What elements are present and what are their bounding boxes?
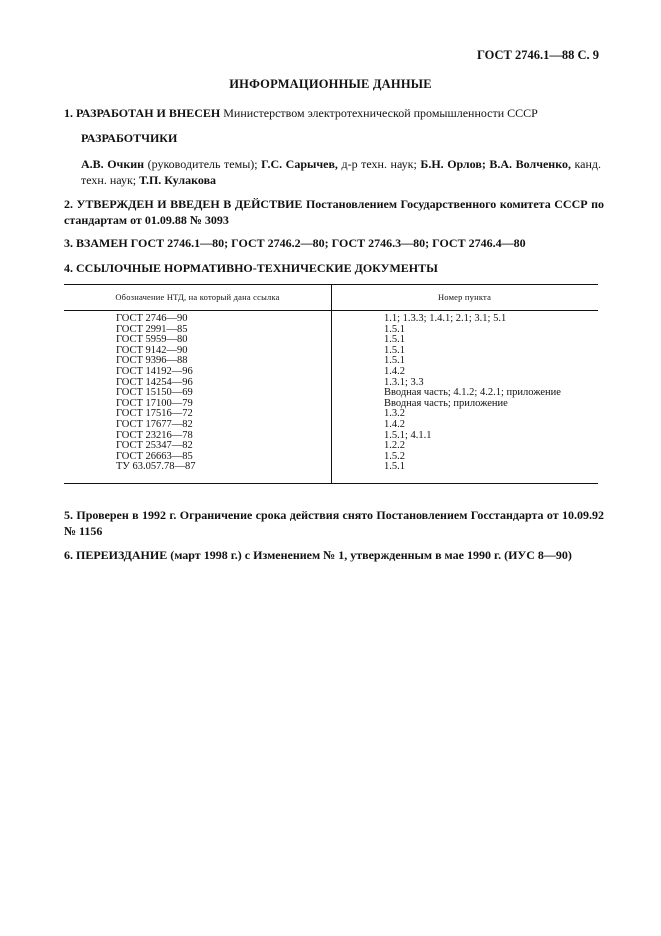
table-cell-document: ГОСТ 26663—85 xyxy=(116,450,193,462)
section-3-number: 3. xyxy=(64,236,73,250)
table-cell-clause: 1.2.2 xyxy=(384,440,405,452)
table-cell-clause: 1.5.1 xyxy=(384,355,405,367)
section-2-text: Постановлением Государственного комитета СССР по стандартам от 01.09.88 № 3093 xyxy=(64,197,605,227)
table-cell-clause: Вводная часть; приложение xyxy=(384,397,508,409)
author-name: Г.С. Сарычев, xyxy=(261,157,338,171)
author-role: д-р техн. наук; xyxy=(337,157,421,171)
table-cell-document: ГОСТ 25347—82 xyxy=(116,440,193,452)
table-cell-document: ГОСТ 14254—96 xyxy=(116,376,193,388)
page-header: ГОСТ 2746.1—88 С. 9 xyxy=(476,48,599,62)
page-title: ИНФОРМАЦИОННЫЕ ДАННЫЕ xyxy=(229,77,432,91)
section-2-number: 2. xyxy=(64,197,73,211)
author-role: (руководитель темы); xyxy=(144,157,262,171)
table-cell-clause: 1.4.2 xyxy=(384,365,405,377)
table-cell-document: ГОСТ 15150—69 xyxy=(116,387,193,399)
table-cell-clause: 1.5.1 xyxy=(384,334,405,346)
section-5-text: Проверен в 1992 г. Ограничение срока действия снято Постановлением Госстандарта от 10.09.92 № 1156 xyxy=(64,508,605,538)
table-cell-clause: 1.1; 1.3.3; 1.4.1; 2.1; 3.1; 5.1 xyxy=(384,313,507,324)
section-1-text: Министерством электротехнической промышленности СССР xyxy=(220,106,538,120)
author-role: канд. техн. наук; xyxy=(81,157,602,187)
table-cell-document: ГОСТ 2746—90 xyxy=(116,313,188,324)
section-2-heading: УТВЕРЖДЕН И ВВЕДЕН В ДЕЙСТВИЕ xyxy=(76,197,303,211)
table-cell-document: ГОСТ 17100—79 xyxy=(116,397,193,409)
table-cell-document: ГОСТ 17677—82 xyxy=(116,418,193,430)
table-cell-document: ГОСТ 5959—80 xyxy=(116,334,188,346)
section-1-heading: РАЗРАБОТАН И ВНЕСЕН xyxy=(76,106,221,120)
table-column-clauses xyxy=(384,314,561,473)
section-5-number: 5. xyxy=(64,508,73,522)
table-cell-document: ГОСТ 2991—85 xyxy=(116,323,188,335)
table-column-divider xyxy=(331,284,332,483)
table-cell-document: ГОСТ 23216—78 xyxy=(116,429,193,441)
author-name: Б.Н. Орлов; xyxy=(420,157,486,171)
table-cell-document: ТУ 63.057.78—87 xyxy=(116,461,196,473)
section-4-number: 4. xyxy=(64,261,73,275)
table-cell-clause: 1.4.2 xyxy=(384,418,405,430)
developers-heading: РАЗРАБОТЧИКИ xyxy=(81,131,178,145)
table-cell-clause: 1.5.1 xyxy=(384,344,405,356)
section-1-number: 1. xyxy=(64,106,73,120)
table-bottom-rule xyxy=(64,483,598,484)
author-name: В.А. Волченко, xyxy=(489,157,571,171)
table-cell-clause: 1.3.2 xyxy=(384,408,405,420)
table-column-documents xyxy=(116,314,195,473)
author-name: А.В. Очкин xyxy=(81,157,145,171)
table-header-clause: Номер пункта xyxy=(437,292,492,302)
table-cell-document: ГОСТ 17516—72 xyxy=(116,408,193,420)
section-4-text: ССЫЛОЧНЫЕ НОРМАТИВНО-ТЕХНИЧЕСКИЕ ДОКУМЕНТЫ xyxy=(76,261,438,275)
table-cell-document: ГОСТ 9396—88 xyxy=(116,355,188,367)
section-3 xyxy=(64,235,604,251)
table-cell-clause: Вводная часть; 4.1.2; 4.2.1; приложение xyxy=(384,387,561,399)
table-cell-clause: 1.5.1; 4.1.1 xyxy=(384,429,432,441)
section-1 xyxy=(64,105,604,121)
author-name: Т.П. Кулакова xyxy=(139,173,217,187)
section-6 xyxy=(64,547,604,563)
section-5 xyxy=(64,507,604,539)
table-cell-clause: 1.3.1; 3.3 xyxy=(384,376,424,388)
table-cell-clause: 1.5.1 xyxy=(384,461,405,473)
table-cell-document: ГОСТ 14192—96 xyxy=(116,365,193,377)
section-3-text: ВЗАМЕН ГОСТ 2746.1—80; ГОСТ 2746.2—80; ГОСТ 2746.3—80; ГОСТ 2746.4—80 xyxy=(76,236,526,250)
section-6-text: ПЕРЕИЗДАНИЕ (март 1998 г.) с Изменением № 1, утвержденным в мае 1990 г. (ИУС 8—90) xyxy=(76,548,572,562)
table-cell-clause: 1.5.2 xyxy=(384,450,405,462)
table-header-document: Обозначение НТД, на который дана ссылка xyxy=(115,292,280,302)
table-cell-clause: 1.5.1 xyxy=(384,323,405,335)
section-4 xyxy=(64,260,604,276)
section-6-number: 6. xyxy=(64,548,73,562)
developers-list xyxy=(81,156,601,188)
table-cell-document: ГОСТ 9142—90 xyxy=(116,344,188,356)
section-2 xyxy=(64,196,604,228)
